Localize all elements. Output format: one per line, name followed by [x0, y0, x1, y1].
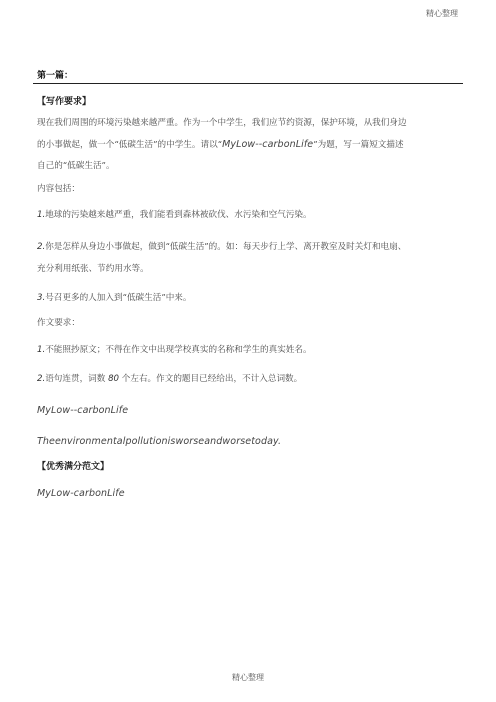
point-text: 你是怎样从身边小事做起，做到“低碳生活”的。如：每天步行上学、离开教室及时关灯和电扇、 [45, 242, 407, 252]
intro-line-2-pre: 的小事做起，做一个“低碳生活”的中学生。请以“ [37, 140, 223, 150]
point-text: 号召更多的人加入到“低碳生活”中来。 [45, 293, 192, 303]
rule-text: 不能照抄原文；不得在作文中出现学校真实的名称和学生的真实姓名。 [45, 345, 312, 355]
essay-rule-2 [37, 370, 459, 389]
point-text: 地球的污染越来越严重，我们能看到森林被砍伐、水污染和空气污染。 [45, 210, 312, 220]
page-header-label: 精心整理 [426, 9, 458, 18]
point-number: 3. [37, 293, 46, 303]
page-footer-label: 精心整理 [232, 673, 264, 682]
rule-number: 1. [37, 345, 46, 355]
intro-line-2-post: ”为题，写一篇短文描述 [313, 140, 404, 150]
sample-essay-title: MyLow-carbonLife [37, 488, 125, 499]
requirements-heading: 【写作要求】 [37, 97, 92, 107]
intro-line-2 [37, 135, 459, 155]
content-point-3 [37, 289, 459, 308]
essay-first-line: Theenvironmentalpollutionisworseandworsetoday. [37, 436, 282, 447]
point-number: 2. [37, 242, 46, 252]
section-title: 第一篇： [37, 71, 74, 81]
content-point-2-cont: 充分利用纸张、节约用水等。 [37, 264, 149, 274]
content-point-1 [37, 206, 459, 225]
rule-text-post: 个左右。作文的题目已经给出，不计入总词数。 [119, 374, 303, 384]
sample-heading: 【优秀满分范文】 [37, 462, 110, 472]
intro-line-3: 自己的“低碳生活”。 [37, 161, 115, 171]
rule-text-pre: 语句连贯，词数 [45, 374, 109, 384]
essay-requirements-label: 作文要求： [37, 318, 80, 328]
content-label: 内容包括： [37, 184, 80, 194]
point-number: 1. [37, 210, 46, 220]
section-divider [33, 83, 463, 84]
intro-essay-title: MyLow--carbonLife [222, 139, 314, 150]
essay-title: MyLow--carbonLife [37, 405, 129, 416]
word-count: 80 [108, 374, 120, 384]
content-point-2 [37, 238, 459, 257]
essay-rule-1 [37, 341, 459, 360]
intro-line-1: 现在我们周围的环境污染越来越严重。作为一个中学生，我们应节约资源，保护环境，从我们身边 [37, 118, 407, 128]
rule-number: 2. [37, 374, 46, 384]
